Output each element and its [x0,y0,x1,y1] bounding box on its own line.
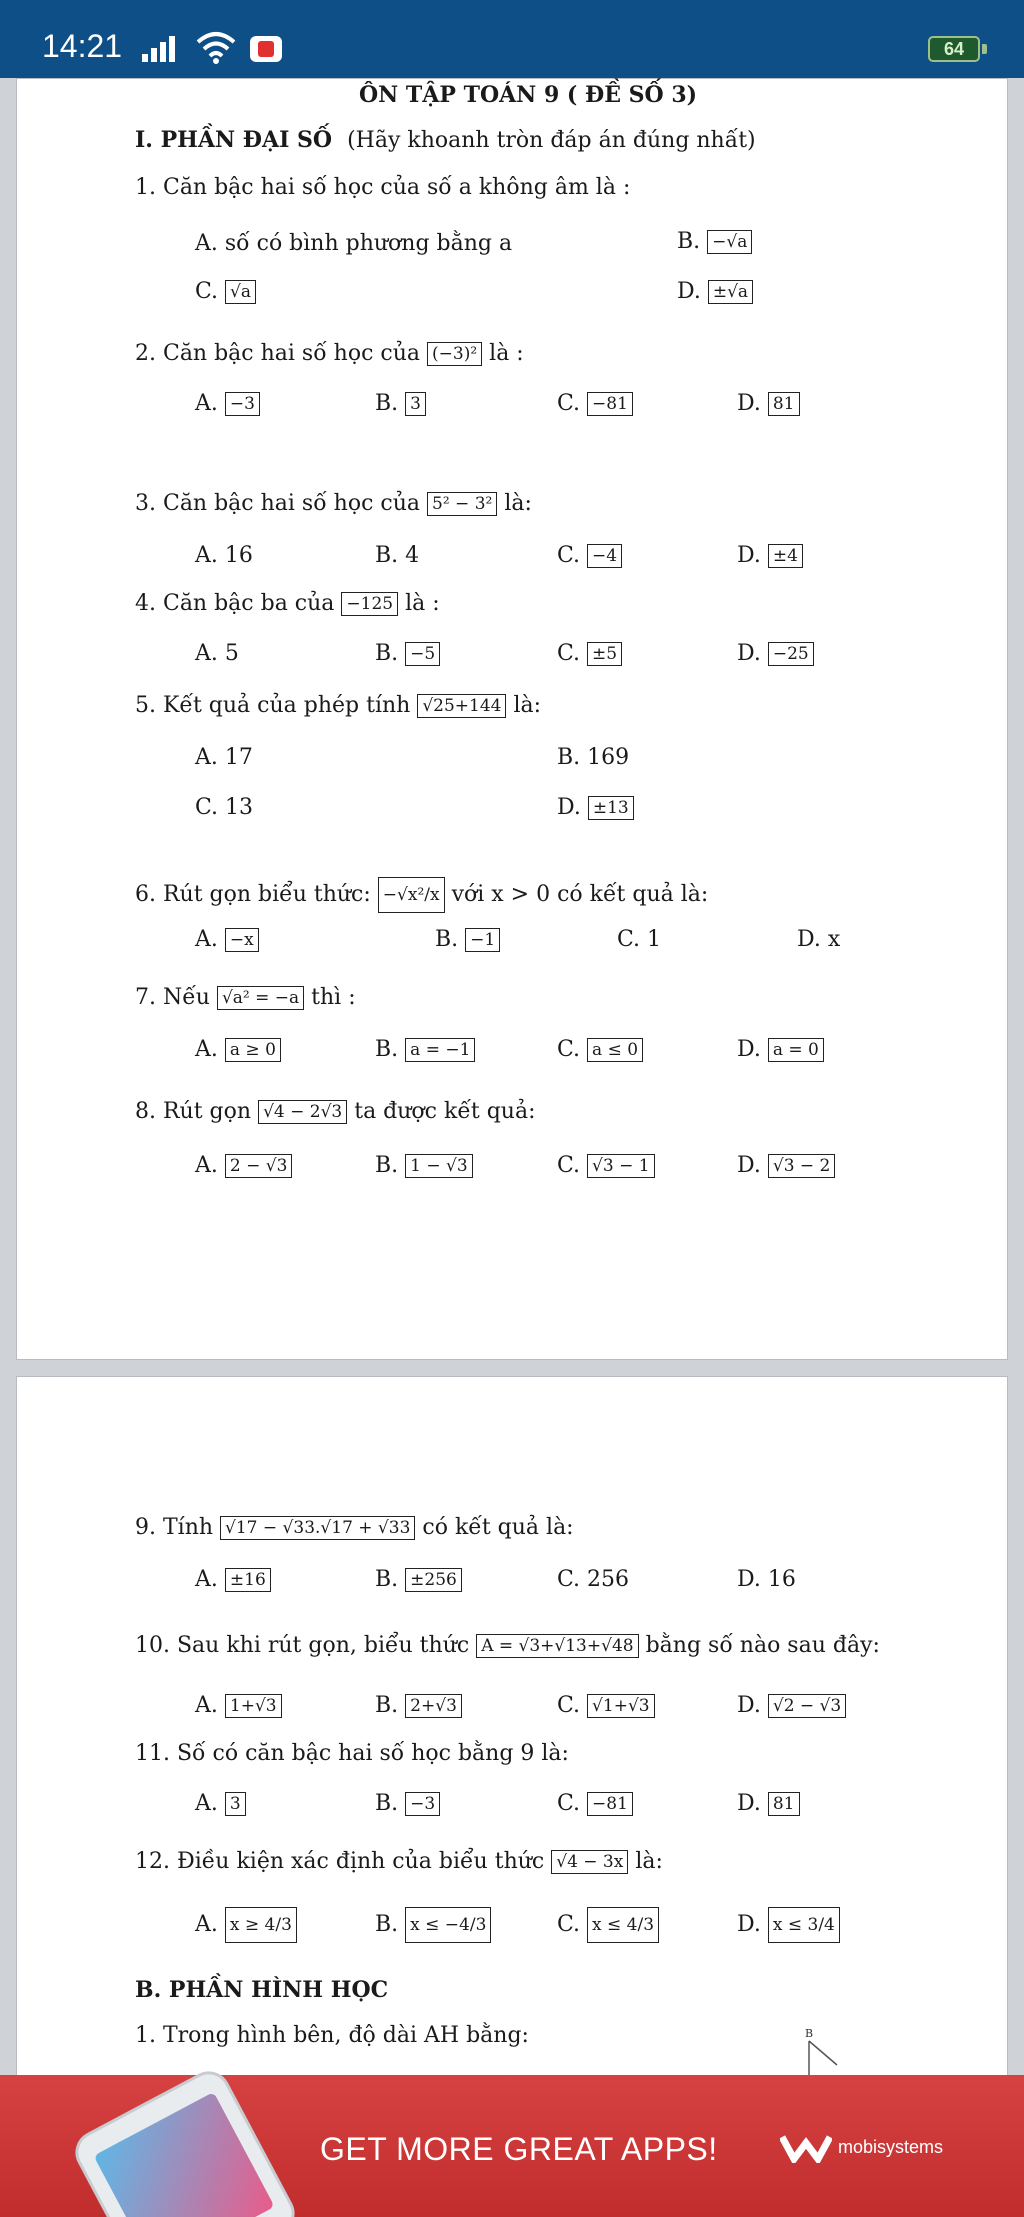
q5-option-d[interactable] [557,795,634,820]
question-text: 2. Căn bậc hai số học của [135,341,421,366]
battery-tip [982,44,987,54]
formula-box: x ≤ −4/3 [405,1907,491,1943]
question-text: 7. Nếu [135,985,210,1010]
formula-box: 81 [768,1792,800,1816]
formula-box: −√x²/x [378,877,445,913]
ad-text[interactable]: GET MORE GREAT APPS! [320,2131,718,2167]
section1-note: (Hãy khoanh tròn đáp án đúng nhất) [347,128,756,153]
formula-box: √4 − 2√3 [258,1100,347,1124]
q7-option-d[interactable] [737,1037,824,1062]
q11-option-c[interactable] [557,1791,633,1816]
question-3 [135,491,532,516]
option-label: B. [677,229,701,254]
option-label: D. [737,1693,761,1718]
formula-box: x ≥ 4/3 [225,1907,297,1943]
doc-title: ÔN TẬP TOÁN 9 ( ĐỀ SỐ 3) [359,82,698,108]
option-label: B. [375,391,399,416]
q3-option-b[interactable]: B. 4 [375,543,420,568]
q12-option-b[interactable] [375,1907,491,1943]
option-label: D. [737,1791,761,1816]
option-label: A. [195,1912,218,1937]
q7-option-a[interactable] [195,1037,281,1062]
formula-box: (−3)² [427,342,482,366]
question-text: là: [635,1849,663,1874]
question-text: 4. Căn bậc ba của [135,591,335,616]
formula-box: −81 [587,392,633,416]
formula-box: √25+144 [417,694,506,718]
formula-box: √a² = −a [217,986,304,1010]
option-label: C. [195,279,219,304]
q6-option-a[interactable] [195,927,259,952]
option-label: C. [557,1912,581,1937]
formula-box: a = −1 [405,1038,475,1062]
section1-heading [135,127,756,153]
geometry-question-1: 1. Trong hình bên, độ dài AH bằng: [135,2023,529,2048]
q8-option-b[interactable] [375,1153,473,1178]
question-text: thì : [311,985,356,1010]
formula-box: √a [225,280,256,304]
formula-box: ±256 [405,1568,462,1592]
formula-box: ±5 [587,642,622,666]
section1-title: I. PHẦN ĐẠI SỐ [135,127,333,153]
option-label: B. [435,927,459,952]
mobisystems-logo-icon [780,2133,832,2163]
q1-option-b[interactable] [677,229,752,254]
question-text: 12. Điều kiện xác định của biểu thức [135,1849,545,1874]
option-label: B. [375,1791,399,1816]
option-label: B. [375,1693,399,1718]
question-6 [135,877,708,913]
option-label: B. [375,1153,399,1178]
q2-option-b[interactable] [375,391,426,416]
formula-box: −5 [405,642,440,666]
formula-box: −3 [225,392,260,416]
question-text: có kết quả là: [422,1515,574,1540]
option-label: B. [375,1912,399,1937]
q12-option-c[interactable] [557,1907,659,1943]
formula-box: 5² − 3² [427,492,497,516]
q4-option-a[interactable]: A. 5 [195,641,239,666]
question-9 [135,1515,574,1540]
option-label: D. [677,279,701,304]
formula-box: 2 − √3 [225,1154,293,1178]
formula-box: −4 [587,544,622,568]
question-1: 1. Căn bậc hai số học của số a không âm là : [135,175,631,200]
question-text: ta được kết quả: [354,1099,536,1124]
question-text: bằng số nào sau đây: [645,1633,880,1658]
formula-box: 1+√3 [225,1694,282,1718]
formula-box: 1 − √3 [405,1154,473,1178]
formula-box: x ≤ 3/4 [768,1907,840,1943]
option-label: D. [737,1153,761,1178]
q11-option-a[interactable] [195,1791,246,1816]
formula-box: 2+√3 [405,1694,462,1718]
q8-option-a[interactable] [195,1153,292,1178]
option-label: D. [737,391,761,416]
option-label: A. [195,927,218,952]
formula-box: 3 [405,392,426,416]
q1-option-d[interactable] [677,279,753,304]
q1-option-c[interactable] [195,279,256,304]
formula-box: −125 [341,592,398,616]
formula-box: −√a [707,230,752,254]
formula-box: −81 [587,1792,633,1816]
ad-banner[interactable] [0,2075,1024,2217]
formula-box: √3 − 1 [587,1154,655,1178]
q3-option-c[interactable] [557,543,622,568]
q2-option-a[interactable] [195,391,260,416]
question-text: là: [513,693,542,718]
question-8 [135,1099,535,1124]
q5-option-c[interactable]: C. 13 [195,795,254,820]
q3-option-a[interactable]: A. 16 [195,543,253,568]
q10-option-d[interactable] [737,1693,846,1718]
q9-option-c[interactable]: C. 256 [557,1567,630,1592]
question-text: với x > 0 có kết quả là: [451,882,709,907]
formula-box: a ≤ 0 [587,1038,643,1062]
question-text: 6. Rút gọn biểu thức: [135,882,371,907]
question-text: 10. Sau khi rút gọn, biểu thức [135,1633,470,1658]
question-4 [135,591,440,616]
question-text: 8. Rút gọn [135,1099,252,1124]
status-bar [0,0,1024,78]
q9-option-d[interactable]: D. 16 [737,1567,796,1592]
option-label: C. [557,1791,581,1816]
ad-brand: mobisystems [838,2137,944,2157]
question-7 [135,985,356,1010]
option-label: A. [195,1791,218,1816]
question-text: là: [504,491,532,516]
status-time: 14:21 [42,28,123,64]
option-label: D. [737,1037,761,1062]
question-5 [135,693,541,718]
option-label: C. [557,641,581,666]
q7-option-b[interactable] [375,1037,475,1062]
option-label: D. [737,641,761,666]
question-text: là : [405,591,440,616]
wifi-icon [196,30,236,64]
formula-box: √17 − √33.√17 + √33 [220,1516,415,1540]
option-label: A. [195,1037,218,1062]
q11-option-b[interactable] [375,1791,440,1816]
question-text: 5. Kết quả của phép tính [135,693,411,718]
option-label: A. [195,1153,218,1178]
formula-box: A = √3+√13+√48 [476,1634,638,1658]
q10-option-b[interactable] [375,1693,462,1718]
formula-box: −x [225,928,259,952]
signal-icon [142,34,180,62]
formula-box: −3 [405,1792,440,1816]
q11-option-d[interactable] [737,1791,800,1816]
formula-box: ±16 [225,1568,271,1592]
formula-box: 81 [768,392,800,416]
formula-box: √1+√3 [587,1694,655,1718]
option-label: A. [195,391,218,416]
formula-box: √3 − 2 [768,1154,836,1178]
formula-box: −1 [465,928,500,952]
option-label: B. [375,1037,399,1062]
q5-option-a[interactable]: A. 17 [195,745,253,770]
q12-option-d[interactable] [737,1907,840,1943]
option-label: C. [557,543,581,568]
q5-option-b[interactable]: B. 169 [557,745,630,770]
q2-option-c[interactable] [557,391,633,416]
option-label: D. [557,795,581,820]
q4-option-b[interactable] [375,641,440,666]
q8-option-d[interactable] [737,1153,835,1178]
q2-option-d[interactable] [737,391,800,416]
formula-box: √2 − √3 [768,1694,846,1718]
question-12 [135,1849,663,1874]
option-label: C. [557,391,581,416]
option-label: A. [195,1693,218,1718]
q1-option-a[interactable]: A. số có bình phương bằng a [195,231,513,256]
formula-box: √4 − 3x [551,1850,628,1874]
option-label: A. [195,1567,218,1592]
q4-option-c[interactable] [557,641,622,666]
question-11: 11. Số có căn bậc hai số học bằng 9 là: [135,1741,569,1766]
q6-option-c[interactable]: C. 1 [617,927,662,952]
formula-box: ±√a [708,280,753,304]
q10-option-c[interactable] [557,1693,655,1718]
q6-option-d[interactable]: D. x [797,927,841,952]
section2-heading: B. PHẦN HÌNH HỌC [135,1977,389,2003]
q3-option-d[interactable] [737,543,803,568]
phone-image-icon [68,2064,303,2217]
formula-box: ±4 [768,544,803,568]
geometry-figure [777,2025,877,2075]
question-text: 9. Tính [135,1515,214,1540]
question-10 [135,1633,880,1658]
q9-option-b[interactable] [375,1567,462,1592]
question-text: 3. Căn bậc hai số học của [135,491,421,516]
question-text: là : [489,341,524,366]
option-label: B. [375,641,399,666]
document-page-2[interactable] [16,1376,1008,2076]
figure-label-b: B [805,2027,814,2040]
q6-option-b[interactable] [435,927,500,952]
formula-box: a = 0 [768,1038,824,1062]
q7-option-c[interactable] [557,1037,643,1062]
question-2 [135,341,524,366]
q10-option-a[interactable] [195,1693,282,1718]
q9-option-a[interactable] [195,1567,271,1592]
option-label: B. [375,1567,399,1592]
document-page-1[interactable] [16,78,1008,1360]
option-label: D. [737,1912,761,1937]
option-label: C. [557,1693,581,1718]
figure-line [809,2041,837,2065]
formula-box: x ≤ 4/3 [587,1907,659,1943]
formula-box: a ≥ 0 [225,1038,281,1062]
formula-box: ±13 [588,796,634,820]
formula-box: 3 [225,1792,246,1816]
battery-indicator: 64 [928,36,980,62]
q12-option-a[interactable] [195,1907,297,1943]
youtube-notification-icon [250,36,282,62]
q8-option-c[interactable] [557,1153,655,1178]
formula-box: −25 [768,642,814,666]
option-label: D. [737,543,761,568]
q4-option-d[interactable] [737,641,814,666]
option-label: C. [557,1037,581,1062]
option-label: C. [557,1153,581,1178]
